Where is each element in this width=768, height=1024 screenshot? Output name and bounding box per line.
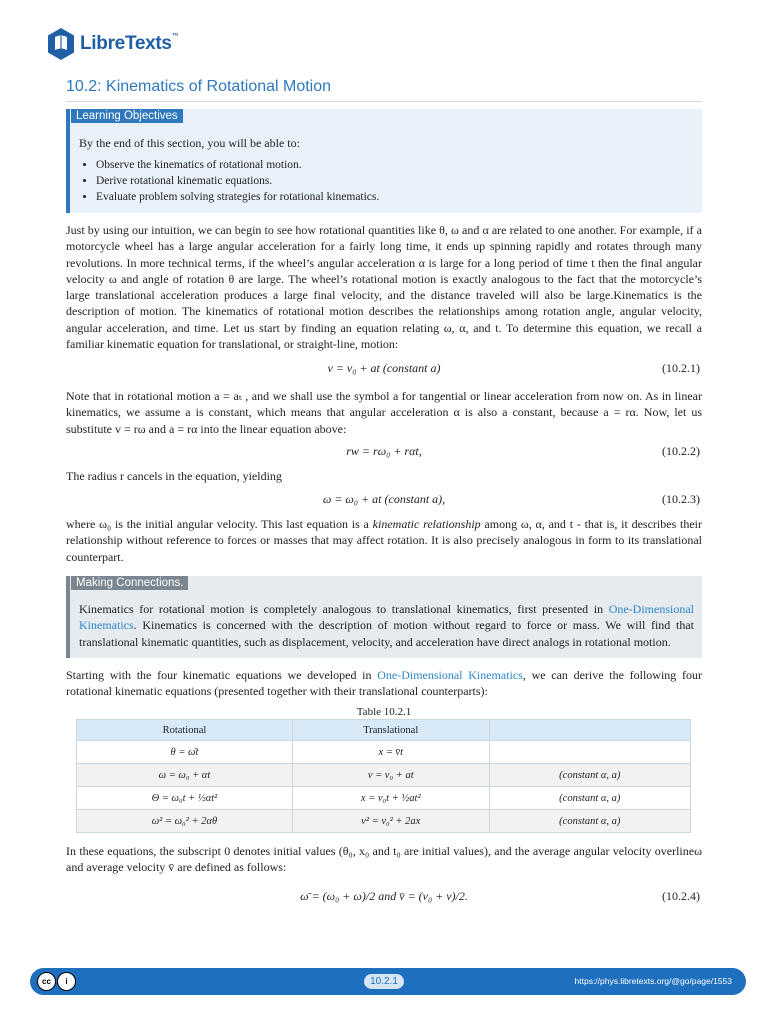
making-connections-tag: Making Connections. bbox=[71, 576, 188, 590]
title-divider bbox=[66, 101, 702, 102]
equation-text: ω = ω₀ + at (constant a), bbox=[322, 492, 446, 506]
page-footer bbox=[30, 968, 746, 995]
one-dimensional-kinematics-link[interactable]: One-Dimensional Kinematics bbox=[79, 602, 694, 633]
kinematics-table bbox=[76, 719, 691, 833]
text-run: Starting with the four kinematic equations we developed in bbox=[66, 668, 378, 682]
cc-icon: cc bbox=[37, 972, 56, 991]
table-header-cell bbox=[489, 720, 690, 741]
attribution-icon: i bbox=[57, 972, 76, 991]
learning-objectives-tag: Learning Objectives bbox=[71, 109, 183, 123]
logo-text: LibreTexts bbox=[80, 33, 172, 54]
paragraph-subscript: In these equations, the subscript 0 denotes initial values (θ₀, x₀ and t₀ are initial values), and the average angular velocity overlineω and average velocity v̄ are defined as follows: bbox=[66, 844, 702, 875]
table-cell: ω = ω₀ + αt bbox=[77, 764, 293, 787]
paragraph-four-equations bbox=[66, 667, 702, 700]
table-row bbox=[77, 787, 691, 810]
text-run: among ω, α, and t - that is, it describes their relationship without reference to forces or masses that may affect rotation. It is also precisely analogous in form to its translational counterpart. bbox=[66, 517, 702, 564]
table-cell: v² = v₀² + 2ax bbox=[292, 810, 489, 833]
logo-trademark: ™ bbox=[171, 33, 179, 40]
objective-item: • Observe the kinematics of rotational motion. bbox=[96, 157, 379, 173]
paragraph-radius: The radius r cancels in the equation, yielding bbox=[66, 469, 282, 483]
libretexts-logo-icon bbox=[46, 27, 76, 61]
equation-10-2-1 bbox=[66, 361, 702, 379]
page-url-link[interactable]: https://phys.libretexts.org/@go/page/1553 bbox=[574, 976, 732, 986]
page-number: 10.2.1 bbox=[364, 974, 404, 989]
one-dimensional-kinematics-link[interactable]: One-Dimensional Kinematics bbox=[377, 668, 523, 682]
equation-text: rw = rω₀ + rαt, bbox=[346, 444, 422, 458]
objective-item: • Evaluate problem solving strategies for rotational kinematics. bbox=[96, 189, 379, 205]
equation-10-2-2 bbox=[66, 444, 702, 462]
table-header-row bbox=[77, 720, 691, 741]
text-run: Kinematics for rotational motion is completely analogous to translational kinematics, first presented in bbox=[79, 602, 609, 616]
learning-objectives-box bbox=[66, 109, 702, 213]
emphasis: kinematic relationship bbox=[372, 517, 481, 531]
table-cell: (constant α, a) bbox=[489, 764, 690, 787]
objective-item: • Derive rotational kinematic equations. bbox=[96, 173, 379, 189]
paragraph-intro: Just by using our intuition, we can begin to see how rotational quantities like θ, ω and α are related to one another. For example, if a motorcycle wheel has a large angular acceleration for a fairly long time, it ends up spinning rapidly and rotates through many revolutions. In more technical terms, if the wheel’s angular acceleration α is large for a long period of time t then the final angular velocity ω and angle of rotation θ are large. The wheel’s rotational motion is exactly analogous to the fact that the motorcycle’s large translational acceleration produces a large final velocity, and the distance traveled will also be large.Kinematics is the description of motion. The kinematics of rotational motion describes the relationships among rotation angle, angular velocity, angular acceleration, and time. Let us start by finding an equation relating ω, α, and t. To determine this equation, we recall a familiar kinematic equation for translational, or straight-line, motion: bbox=[66, 223, 702, 352]
libretexts-logo[interactable] bbox=[46, 27, 178, 61]
equation-10-2-4 bbox=[66, 889, 702, 907]
objectives-intro: By the end of this section, you will be able to: bbox=[79, 136, 300, 150]
text-run: . Kinematics is concerned with the description of motion without regard to force or mass. We will find that translational kinematic quantities, such as displacement, velocity, and acceleration have direct analogs in rotational motion. bbox=[79, 618, 694, 649]
equation-number: (10.2.4) bbox=[662, 889, 700, 903]
table-row bbox=[77, 741, 691, 764]
table-row bbox=[77, 764, 691, 787]
equation-text: v = v₀ + at (constant a) bbox=[327, 361, 441, 375]
table-header-cell: Translational bbox=[292, 720, 489, 741]
connections-text bbox=[79, 601, 694, 650]
equation-number: (10.2.1) bbox=[662, 361, 700, 375]
equation-number: (10.2.3) bbox=[662, 492, 700, 506]
table-cell: (constant α, a) bbox=[489, 810, 690, 833]
text-run: where ω₀ is the initial angular velocity. This last equation is a bbox=[66, 517, 373, 531]
cc-license-badge[interactable] bbox=[37, 972, 76, 991]
equation-10-2-3 bbox=[66, 492, 702, 510]
paragraph-substitution: Note that in rotational motion a = aₜ , and we shall use the symbol a for tangential or linear acceleration from now on. As in linear kinematics, we assume a is constant, which means that angular acceleration α is also a constant, because a = rα. Now, let us substitute v = rω and a = rα into the linear equation above: bbox=[66, 389, 702, 436]
table-header-cell: Rotational bbox=[77, 720, 293, 741]
objectives-list bbox=[80, 157, 379, 205]
equation-number: (10.2.2) bbox=[662, 444, 700, 458]
table-cell: θ = ω̄t bbox=[77, 741, 293, 764]
table-cell bbox=[489, 741, 690, 764]
table-cell: Θ = ω₀t + ½αt² bbox=[77, 787, 293, 810]
table-cell: (constant α, a) bbox=[489, 787, 690, 810]
table-caption: Table 10.2.1 bbox=[356, 706, 412, 718]
text-run: , we can derive the following four rotational kinematic equations (presented together with their translational counterparts): bbox=[66, 668, 702, 699]
paragraph-kinematic-relationship bbox=[66, 516, 702, 565]
table-cell: x = v₀t + ½at² bbox=[292, 787, 489, 810]
table-cell: v = v₀ + at bbox=[292, 764, 489, 787]
table-cell: ω² = ω₀² + 2αθ bbox=[77, 810, 293, 833]
making-connections-box bbox=[66, 576, 702, 658]
table-row bbox=[77, 810, 691, 833]
page-title: 10.2: Kinematics of Rotational Motion bbox=[66, 78, 332, 95]
table-cell: x = v̄t bbox=[292, 741, 489, 764]
equation-text: ω̄ = (ω₀ + ω)/2 and v̄ = (v₀ + v)/2. bbox=[300, 889, 468, 903]
